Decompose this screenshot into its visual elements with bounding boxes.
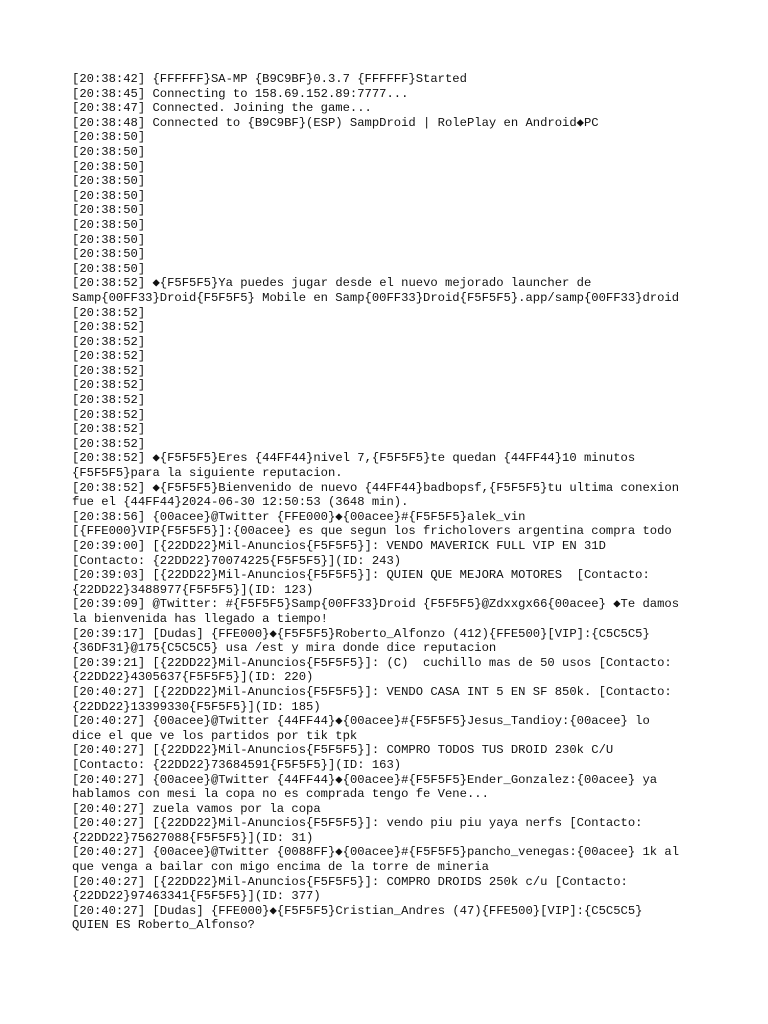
- log-line: [20:40:27] [{22DD22}Mil-Anuncios{F5F5F5}]: COMPRO TODOS TUS DROID 230k C/U: [72, 743, 614, 758]
- log-line: [20:40:27] {00acee}@Twitter {44FF44}◆{00acee}#{F5F5F5}Ender_Gonzalez:{00acee} ya: [72, 772, 658, 787]
- log-line: [20:38:42] {FFFFFF}SA-MP {B9C9BF}0.3.7 {FFFFFF}Started: [72, 72, 467, 86]
- log-line: [20:39:00] [{22DD22}Mil-Anuncios{F5F5F5}]: VENDO MAVERICK FULL VIP EN 31D: [72, 539, 606, 553]
- log-line: [20:38:48] Connected to {B9C9BF}(ESP) SampDroid | RolePlay en Android◆PC: [72, 115, 599, 130]
- log-line: [20:38:50]: [72, 130, 146, 145]
- log-line: [20:40:27] [Dudas] {FFE000}◆{F5F5F5}Cristian_Andres (47){FFE500}[VIP]:{C5C5C5}: [72, 903, 643, 918]
- log-line: [20:38:52] ◆{F5F5F5}Eres {44FF44}nivel 7,{F5F5F5}te quedan {44FF44}10 minutos: [72, 451, 636, 466]
- log-line: QUIEN ES Roberto_Alfonso?: [72, 918, 255, 933]
- log-line: [Contacto: {22DD22}70074225{F5F5F5}](ID: 243): [72, 553, 402, 568]
- log-line: [20:38:52] ◆{F5F5F5}Ya puedes jugar desde el nuevo mejorado launcher de: [72, 276, 592, 291]
- log-line: [20:39:03] [{22DD22}Mil-Anuncios{F5F5F5}]: QUIEN QUE MEJORA MOTORES [Contacto:: [72, 568, 650, 583]
- log-line: Samp{00FF33}Droid{F5F5F5} Mobile en Samp{00FF33}Droid{F5F5F5}.app/samp{00FF33}droid: [72, 290, 680, 305]
- log-line: [20:39:21] [{22DD22}Mil-Anuncios{F5F5F5}]: (C) cuchillo mas de 50 usos [Contacto:: [72, 655, 672, 670]
- log-line: [20:38:52]: [72, 334, 146, 349]
- log-line: [20:39:09] @Twitter: #{F5F5F5}Samp{00FF33}Droid {F5F5F5}@Zdxxgx66{00acee} ◆Te damos: [72, 597, 680, 612]
- log-line: {F5F5F5}para la siguiente reputacion.: [72, 466, 343, 481]
- log-line: [20:40:27] {00acee}@Twitter {44FF44}◆{00acee}#{F5F5F5}Jesus_Tandioy:{00acee} lo: [72, 714, 650, 729]
- log-line: fue el {44FF44}2024-06-30 12:50:53 (3648 min).: [72, 495, 409, 510]
- log-line: hablamos con mesi la copa no es comprada tengo fe Vene...: [72, 787, 489, 802]
- log-line: [20:38:52]: [72, 393, 146, 408]
- log-line: [20:38:52]: [72, 422, 146, 437]
- log-line: {22DD22}4305637{F5F5F5}](ID: 220): [72, 670, 314, 685]
- log-line: [20:38:45] Connecting to 158.69.152.89:7777...: [72, 86, 409, 101]
- log-line: [20:38:52]: [72, 320, 146, 335]
- log-line: [20:38:50]: [72, 247, 146, 262]
- chat-log: [72, 72, 706, 933]
- log-line: [20:38:50]: [72, 174, 146, 189]
- log-line: [20:38:52]: [72, 378, 146, 393]
- log-line: [20:38:50]: [72, 217, 146, 232]
- log-line: [20:38:52]: [72, 407, 146, 422]
- log-line: {22DD22}3488977{F5F5F5}](ID: 123): [72, 582, 314, 597]
- log-line: [Contacto: {22DD22}73684591{F5F5F5}](ID: 163): [72, 757, 402, 772]
- log-line: [20:40:27] [{22DD22}Mil-Anuncios{F5F5F5}]: vendo piu piu yaya nerfs [Contacto:: [72, 816, 643, 831]
- log-line: [20:38:50]: [72, 232, 146, 247]
- log-line: {22DD22}13399330{F5F5F5}](ID: 185): [72, 699, 321, 714]
- log-line: [20:38:47] Connected. Joining the game...: [72, 101, 372, 116]
- log-line: [20:40:27] zuela vamos por la copa: [72, 801, 321, 816]
- log-line: {22DD22}75627088{F5F5F5}](ID: 31): [72, 830, 314, 845]
- log-line: [20:38:50]: [72, 159, 146, 174]
- log-line: [20:40:27] [{22DD22}Mil-Anuncios{F5F5F5}]: VENDO CASA INT 5 EN SF 850k. [Contacto:: [72, 684, 672, 699]
- log-line: [20:38:52] ◆{F5F5F5}Bienvenido de nuevo {44FF44}badbopsf,{F5F5F5}tu ultima conexion: [72, 480, 680, 495]
- log-line: [20:38:52]: [72, 305, 146, 320]
- log-line: [20:38:56] {00acee}@Twitter {FFE000}◆{00acee}#{F5F5F5}alek_vin: [72, 509, 526, 524]
- log-line: [20:39:17] [Dudas] {FFE000}◆{F5F5F5}Roberto_Alfonzo (412){FFE500}[VIP]:{C5C5C5}: [72, 626, 650, 641]
- log-line: {22DD22}97463341{F5F5F5}](ID: 377): [72, 889, 321, 904]
- log-line: [20:38:52]: [72, 363, 146, 378]
- log-line: dice el que ve los partidos por tik tpk: [72, 728, 358, 743]
- log-line: que venga a bailar con migo encima de la torre de mineria: [72, 860, 489, 875]
- log-line: [20:38:50]: [72, 144, 146, 159]
- log-line: [{FFE000}VIP{F5F5F5}]:{00acee} es que segun los fricholovers argentina compra todo: [72, 524, 672, 539]
- log-line: la bienvenida has llegado a tiempo!: [72, 611, 328, 626]
- log-line: [20:38:52]: [72, 349, 146, 364]
- log-line: [20:38:50]: [72, 203, 146, 218]
- log-line: [20:40:27] [{22DD22}Mil-Anuncios{F5F5F5}]: COMPRO DROIDS 250k c/u [Contacto:: [72, 874, 628, 889]
- log-line: {36DF31}@175{C5C5C5} usa /est y mira donde dice reputacion: [72, 641, 497, 656]
- log-line: [20:40:27] {00acee}@Twitter {0088FF}◆{00acee}#{F5F5F5}pancho_venegas:{00acee} 1k al: [72, 845, 680, 860]
- log-line: [20:38:52]: [72, 436, 146, 451]
- log-line: [20:38:50]: [72, 261, 146, 276]
- log-line: [20:38:50]: [72, 188, 146, 203]
